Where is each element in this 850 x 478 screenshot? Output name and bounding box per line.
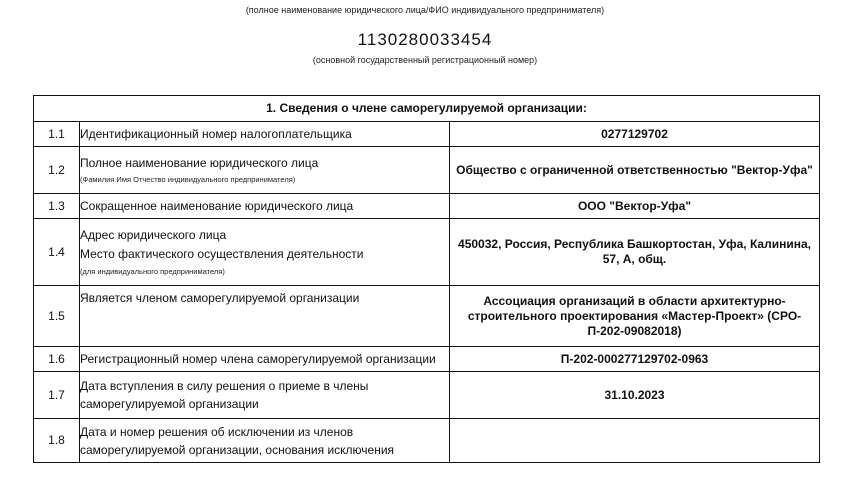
row-number: 1.6 <box>34 347 80 372</box>
section-title: 1. Сведения о члене саморегулируемой организации: <box>34 96 820 122</box>
row-note: (для индивидуального предпринимателя) <box>80 266 225 276</box>
row-label: Идентификационный номер налогоплательщика <box>80 122 450 147</box>
row-label: Регистрационный номер члена саморегулируемой организации <box>80 347 450 372</box>
ogrn-number: 1130280033454 <box>357 30 493 49</box>
section-header-row <box>34 96 820 122</box>
org-name-caption: (полное наименование юридического лица/ФИО индивидуального предпринимателя) <box>245 5 605 15</box>
row-value: 450032, Россия, Республика Башкортостан, Уфа, Калинина, 57, А, общ. <box>450 219 820 286</box>
row-label: Полное наименование юридического лица <box>80 155 319 170</box>
row-number: 1.1 <box>34 122 80 147</box>
row-value: Ассоциация организаций в области архитектурно-строительного проектирования «Мастер-Проект» (СРО-П-202-09082018) <box>450 286 820 347</box>
row-value <box>450 419 820 463</box>
member-info-table <box>33 95 820 463</box>
table-row <box>34 147 820 194</box>
row-label: Является членом саморегулируемой организации <box>80 286 450 347</box>
row-label-cell <box>80 147 450 194</box>
row-number: 1.2 <box>34 147 80 194</box>
row-value: Общество с ограниченной ответственностью "Вектор-Уфа" <box>450 147 820 194</box>
table-row <box>34 347 820 372</box>
table-row <box>34 122 820 147</box>
row-number: 1.5 <box>34 286 80 347</box>
row-value: ООО "Вектор-Уфа" <box>450 194 820 219</box>
row-value: 0277129702 <box>450 122 820 147</box>
row-number: 1.3 <box>34 194 80 219</box>
ogrn-caption: (основной государственный регистрационный номер) <box>312 55 538 65</box>
row-number: 1.4 <box>34 219 80 286</box>
row-value: П-202-000277129702-0963 <box>450 347 820 372</box>
row-number: 1.7 <box>34 372 80 419</box>
table-row <box>34 286 820 347</box>
row-label: Сокращенное наименование юридического лица <box>80 194 450 219</box>
row-note: (Фамилия Имя Отчество индивидуального предпринимателя) <box>80 174 296 184</box>
row-label-secondary: Место фактического осуществления деятельности <box>80 246 364 261</box>
row-label: Дата вступления в силу решения о приеме в члены саморегулируемой организации <box>80 372 450 419</box>
row-number: 1.8 <box>34 419 80 463</box>
row-label: Дата и номер решения об исключении из членов саморегулируемой организации, основания исключения <box>80 419 450 463</box>
table-row <box>34 219 820 286</box>
table-row <box>34 419 820 463</box>
row-label: Адрес юридического лица <box>80 227 227 242</box>
table-row <box>34 194 820 219</box>
row-label-cell <box>80 219 450 286</box>
row-value: 31.10.2023 <box>450 372 820 419</box>
table-row <box>34 372 820 419</box>
